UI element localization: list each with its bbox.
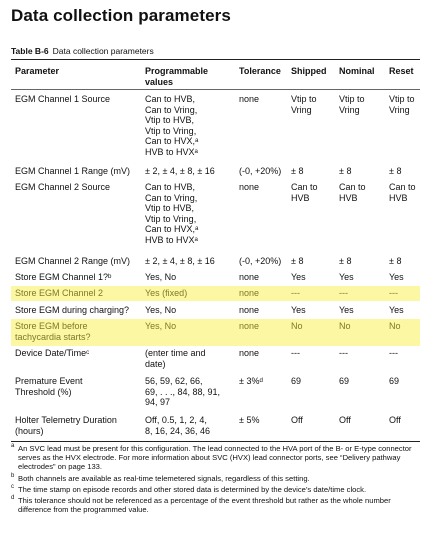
cell-reset: Yes (389, 305, 404, 315)
cell-parameter: Store EGM Channel 1?ᵇ (15, 272, 112, 282)
cell-reset: ± 8 (389, 256, 402, 266)
cell-programmable: 56, 59, 62, 66, 69, . . ., 84, 88, 91, 94, 97 (145, 376, 221, 408)
cell-parameter: Premature Event Threshold (%) (15, 376, 83, 397)
cell-tolerance: none (239, 321, 260, 331)
cell-parameter: Store EGM before tachycardia starts? (15, 321, 91, 342)
cell-parameter: Store EGM Channel 2 (15, 288, 104, 298)
footnote (11, 485, 423, 494)
cell-tolerance: ± 3%ᵈ (239, 376, 263, 386)
page-title: Data collection parameters (11, 6, 231, 25)
footnote (11, 496, 423, 514)
cell-shipped: 69 (291, 376, 302, 386)
cell-parameter: EGM Channel 2 Source (15, 182, 111, 192)
table-caption-id: Table B-6 (11, 46, 49, 56)
table-row (11, 254, 420, 269)
cell-shipped: Can to HVB (291, 182, 318, 203)
cell-reset: Off (389, 415, 401, 425)
cell-reset: --- (389, 288, 398, 298)
cell-tolerance: none (239, 305, 260, 315)
header-reset: Reset (389, 66, 414, 76)
cell-shipped: Yes (291, 305, 306, 315)
cell-programmable: Yes (fixed) (145, 288, 188, 298)
header-tolerance: Tolerance (239, 66, 281, 76)
cell-nominal: --- (339, 348, 348, 358)
footnote-text: Both channels are available as real-time telemetered signals, regardless of this setting. (18, 473, 310, 483)
cell-programmable: (enter time and date) (145, 348, 206, 369)
table-row (11, 180, 420, 250)
cell-programmable: Can to HVB, Can to Vring, Vtip to HVB, Vtip to Vring, Can to HVX,ᵃ HVB to HVXᵃ (145, 182, 199, 245)
cell-tolerance: none (239, 272, 260, 282)
cell-tolerance: (-0, +20%) (239, 256, 282, 266)
header-programmable: Programmable values (145, 66, 209, 87)
table-row (11, 92, 420, 162)
cell-nominal: Off (339, 415, 351, 425)
cell-nominal: ± 8 (339, 166, 352, 176)
table-bottom-rule (11, 441, 420, 442)
table-caption-text: Data collection parameters (52, 46, 154, 56)
cell-nominal: 69 (339, 376, 350, 386)
cell-reset: --- (389, 348, 398, 358)
cell-reset: Yes (389, 272, 404, 282)
table-row (11, 164, 420, 179)
cell-shipped: Off (291, 415, 303, 425)
table-row-highlighted (11, 319, 420, 346)
footnote-text: This tolerance should not be referenced as a percentage of the event threshold but rather as the whole number difference from the programmed value. (18, 496, 391, 515)
footnote-marker: c (11, 483, 14, 490)
cell-nominal: --- (339, 288, 348, 298)
cell-reset: Can to HVB (389, 182, 416, 203)
footnote-marker: a (11, 443, 15, 449)
cell-shipped: Yes (291, 272, 306, 282)
cell-parameter: EGM Channel 1 Range (mV) (15, 166, 131, 176)
cell-shipped: ± 8 (291, 256, 304, 266)
cell-parameter: Device Date/Timeᶜ (15, 348, 90, 358)
footnote (11, 444, 423, 472)
header-bottom-rule (11, 89, 420, 90)
footnotes (11, 444, 423, 516)
footnote-text: The time stamp on episode records and other stored data is determined by the device’s date/time clock. (18, 484, 367, 494)
cell-programmable: Can to HVB, Can to Vring, Vtip to HVB, Vtip to Vring, Can to HVX,ᵃ HVB to HVXᵃ (145, 94, 199, 157)
cell-reset: 69 (389, 376, 400, 386)
cell-tolerance: none (239, 182, 260, 192)
cell-nominal: Yes (339, 272, 354, 282)
cell-tolerance: none (239, 348, 260, 358)
table-row (11, 413, 420, 440)
cell-shipped: No (291, 321, 303, 331)
cell-programmable: Yes, No (145, 305, 177, 315)
cell-shipped: Vtip to Vring (291, 94, 317, 115)
cell-parameter: EGM Channel 1 Source (15, 94, 111, 104)
cell-nominal: Vtip to Vring (339, 94, 365, 115)
footnote-marker: d (11, 495, 15, 502)
footnote-marker: b (11, 472, 15, 479)
cell-parameter: EGM Channel 2 Range (mV) (15, 256, 131, 266)
cell-programmable: ± 2, ± 4, ± 8, ± 16 (145, 166, 215, 176)
cell-nominal: ± 8 (339, 256, 352, 266)
cell-programmable: Yes, No (145, 272, 177, 282)
cell-shipped: --- (291, 288, 300, 298)
cell-parameter: Holter Telemetry Duration (hours) (15, 415, 117, 436)
cell-tolerance: none (239, 94, 260, 104)
cell-parameter: Store EGM during charging? (15, 305, 130, 315)
footnote-text: An SVC lead must be present for this configuration. The lead connected to the HVA port of the B- or E-type connector serves as the HVX electrode. For more information about SVC (HVX) lead connector ports, see “Delivery pathway electrodes” on page 133. (18, 444, 412, 472)
footnote (11, 474, 423, 483)
table-row (11, 270, 420, 285)
cell-programmable: Off, 0.5, 1, 2, 4, 8, 16, 24, 36, 46 (145, 415, 211, 436)
cell-tolerance: ± 5% (239, 415, 260, 425)
table-row-highlighted (11, 286, 420, 301)
header-parameter: Parameter (15, 66, 60, 76)
cell-reset: No (389, 321, 401, 331)
cell-reset: ± 8 (389, 166, 402, 176)
cell-shipped: --- (291, 348, 300, 358)
cell-programmable: ± 2, ± 4, ± 8, ± 16 (145, 256, 215, 266)
cell-tolerance: (-0, +20%) (239, 166, 282, 176)
table-row (11, 346, 420, 373)
cell-programmable: Yes, No (145, 321, 177, 331)
header-shipped: Shipped (291, 66, 327, 76)
cell-tolerance: none (239, 288, 260, 298)
table-caption (11, 46, 154, 56)
table-row (11, 303, 420, 318)
cell-nominal: Can to HVB (339, 182, 366, 203)
cell-nominal: Yes (339, 305, 354, 315)
header-nominal: Nominal (339, 66, 375, 76)
table-top-rule (11, 59, 420, 60)
cell-nominal: No (339, 321, 351, 331)
table-row (11, 374, 420, 412)
cell-reset: Vtip to Vring (389, 94, 415, 115)
cell-shipped: ± 8 (291, 166, 304, 176)
